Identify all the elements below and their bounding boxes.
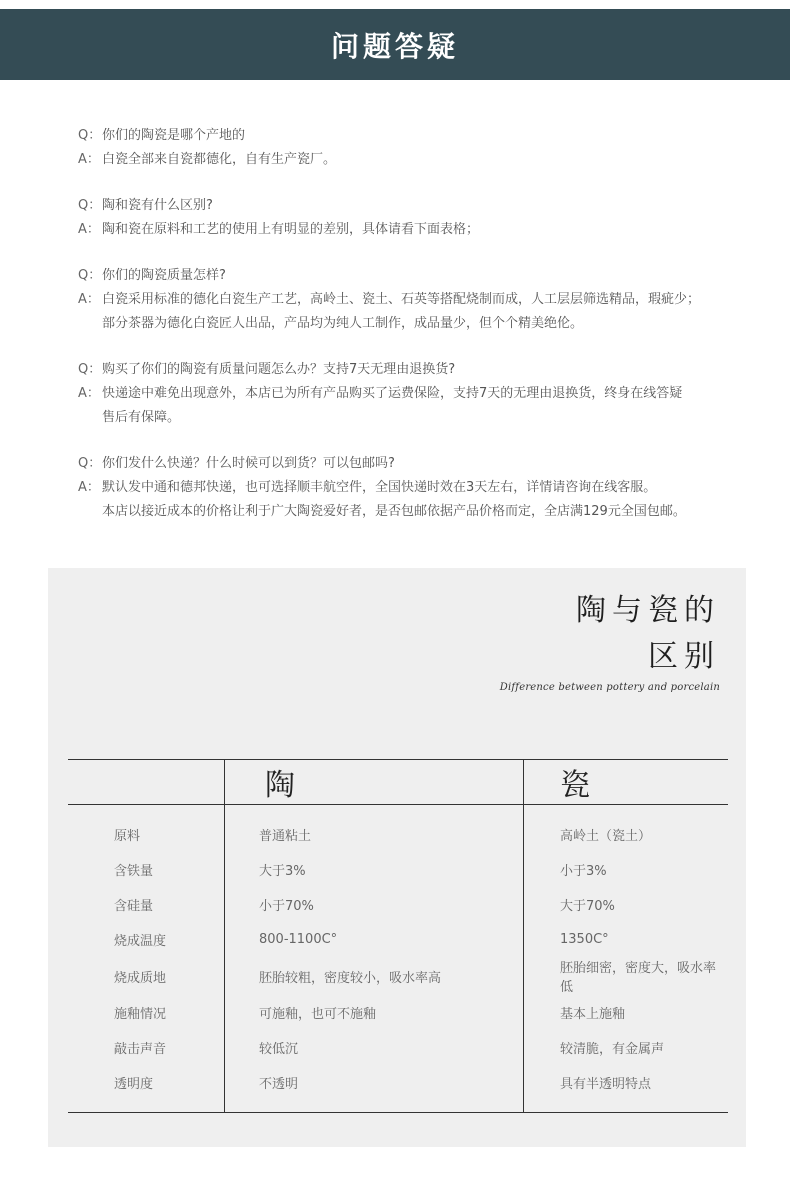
question xyxy=(78,358,758,382)
porcelain-value: 胚胎细密，密度大，吸水率低 xyxy=(524,957,729,995)
answer-continuation xyxy=(78,312,758,336)
row-label: 施釉情况 xyxy=(114,1007,167,1022)
porcelain-value: 1350C° xyxy=(524,922,729,957)
answer-text: 快递途中难免出现意外，本店已为所有产品购买了运费保险，支持7天的无理由退换货，终身在线答疑 xyxy=(102,386,683,401)
question-text: 你们发什么快递？什么时候可以到货？可以包邮吗? xyxy=(102,456,395,471)
page-title: 问题答疑 xyxy=(330,29,459,63)
row-label: 烧成温度 xyxy=(114,934,167,949)
answer xyxy=(78,218,758,242)
answer-continuation xyxy=(78,406,758,430)
answer-text: 白瓷采用标准的德化白瓷生产工艺，高岭土、瓷土、石英等搭配烧制而成，人工层层筛选精品，瑕疵少； xyxy=(102,292,701,307)
answer-prefix: A： xyxy=(78,292,100,307)
faq-item xyxy=(78,264,758,336)
answer xyxy=(78,148,758,172)
table-row xyxy=(68,995,728,1030)
faq-item xyxy=(78,124,758,172)
faq-item xyxy=(78,194,758,242)
pottery-value: 不透明 xyxy=(225,1065,524,1113)
question-text: 购买了你们的陶瓷有质量问题怎么办？支持7天无理由退换货? xyxy=(102,362,456,377)
header-banner xyxy=(0,9,790,80)
porcelain-value: 具有半透明特点 xyxy=(524,1065,729,1113)
panel-title xyxy=(500,588,720,693)
table-row xyxy=(68,887,728,922)
question-prefix: Q： xyxy=(78,268,102,283)
answer-text: 售后有保障。 xyxy=(102,410,181,425)
pottery-value: 小于70% xyxy=(225,887,524,922)
answer xyxy=(78,288,758,312)
porcelain-value: 大于70% xyxy=(524,887,729,922)
pottery-value: 较低沉 xyxy=(225,1030,524,1065)
answer-text: 白瓷全部来自瓷都德化，自有生产瓷厂。 xyxy=(102,152,337,167)
question-prefix: Q： xyxy=(78,128,102,143)
question-prefix: Q： xyxy=(78,198,102,213)
question xyxy=(78,194,758,218)
panel-title-line1: 陶与瓷的 xyxy=(576,593,720,628)
answer-prefix: A： xyxy=(78,480,100,495)
header-empty-cell xyxy=(68,760,225,805)
question xyxy=(78,124,758,148)
panel-subtitle: Difference between pottery and porcelain xyxy=(499,682,720,693)
panel-title-line2: 区别 xyxy=(648,639,720,674)
table-row xyxy=(68,852,728,887)
row-label: 透明度 xyxy=(68,1065,225,1113)
question xyxy=(78,452,758,476)
table-row xyxy=(68,922,728,957)
pottery-value: 可施釉，也可不施釉 xyxy=(225,995,524,1030)
pottery-value: 普通粘土 xyxy=(225,805,524,853)
answer-prefix: A： xyxy=(78,222,100,237)
answer-text: 部分茶器为德化白瓷匠人出品，产品均为纯人工制作，成品量少，但个个精美绝伦。 xyxy=(102,316,584,331)
question-text: 你们的陶瓷是哪个产地的 xyxy=(102,128,246,143)
row-label: 含铁量 xyxy=(114,864,154,879)
row-label: 烧成质地 xyxy=(114,970,167,986)
question-text: 陶和瓷有什么区别? xyxy=(102,198,213,213)
question xyxy=(78,264,758,288)
faq-item xyxy=(78,452,758,524)
answer xyxy=(78,476,758,500)
table-header-row xyxy=(68,760,728,805)
faq-section xyxy=(78,124,758,546)
comparison-table xyxy=(68,759,728,1113)
table-row xyxy=(68,957,728,995)
answer xyxy=(78,382,758,406)
answer-text: 陶和瓷在原料和工艺的使用上有明显的差别，具体请看下面表格； xyxy=(102,222,480,237)
question-prefix: Q： xyxy=(78,362,102,377)
row-label: 敲击声音 xyxy=(114,1042,167,1057)
porcelain-value: 小于3% xyxy=(524,852,729,887)
column-header-porcelain: 瓷 xyxy=(524,760,729,805)
porcelain-value: 基本上施釉 xyxy=(524,995,729,1030)
comparison-panel xyxy=(48,568,746,1147)
answer-text: 默认发中通和德邦快递，也可选择顺丰航空件，全国快递时效在3天左右，详情请咨询在线客服。 xyxy=(102,480,657,495)
table-row xyxy=(68,1065,728,1113)
faq-item xyxy=(78,358,758,430)
table-row xyxy=(68,1030,728,1065)
pottery-value: 大于3% xyxy=(225,852,524,887)
porcelain-value: 较清脆，有金属声 xyxy=(524,1030,729,1065)
porcelain-value: 高岭土（瓷土） xyxy=(524,805,729,853)
answer-continuation xyxy=(78,500,758,524)
table-row xyxy=(68,805,728,853)
answer-prefix: A： xyxy=(78,152,100,167)
pottery-value: 胚胎较粗，密度较小，吸水率高 xyxy=(225,957,524,995)
row-label: 原料 xyxy=(114,829,141,844)
column-header-pottery: 陶 xyxy=(225,760,524,805)
question-prefix: Q： xyxy=(78,456,102,471)
question-text: 你们的陶瓷质量怎样? xyxy=(102,268,226,283)
answer-text: 本店以接近成本的价格让利于广大陶瓷爱好者，是否包邮依据产品价格而定，全店满129元全国包邮。 xyxy=(102,504,686,519)
pottery-value: 800-1100C° xyxy=(225,922,524,957)
answer-prefix: A： xyxy=(78,386,100,401)
row-label: 含硅量 xyxy=(114,899,154,914)
